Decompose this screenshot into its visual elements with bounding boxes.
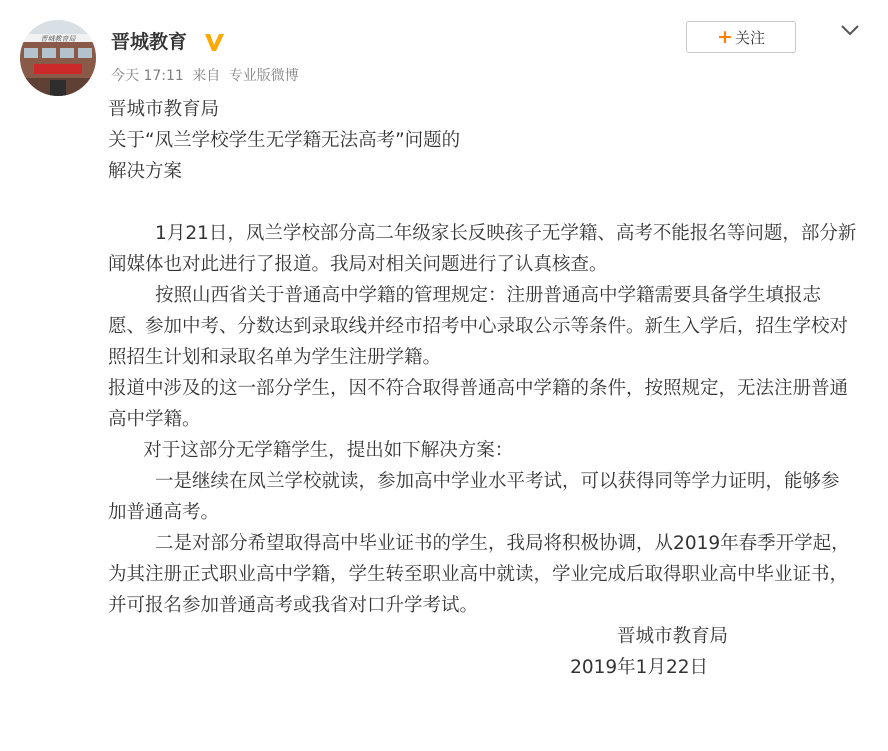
post-source[interactable]: 专业版微博 (228, 68, 299, 84)
paragraph: 一是继续在凤兰学校就读，参加高中学业水平考试，可以获得同等学力证明，能够参加普通高考。 (108, 471, 840, 523)
signature: 晋城市教育局 (616, 626, 728, 647)
verified-v-icon (202, 30, 226, 54)
spacer (108, 187, 858, 218)
signature-date: 2019年1月22日 (570, 657, 708, 678)
paragraph: 对于这部分无学籍学生，提出如下解决方案： (108, 440, 514, 461)
post-meta (111, 66, 303, 86)
follow-button[interactable] (686, 21, 796, 53)
paragraph: 按照山西省关于普通高中学籍的管理规定：注册普通高中学籍需要具备学生填报志愿、参加中考、分数达到录取线并经市招考中心录取公示等条件。新生入学后，招生学校对照招生计划和录取名单为学生注册学籍。 (108, 285, 849, 368)
post-body (108, 94, 858, 683)
avatar-signboard-text: 晋城教育局 (40, 35, 76, 43)
paragraph: 1月21日，凤兰学校部分高二年级家长反映孩子无学籍、高考不能报名等问题，部分新闻媒体也对此进行了报道。我局对相关问题进行了认真核查。 (108, 223, 857, 275)
post-time[interactable]: 今天 17:11 (111, 68, 184, 84)
avatar[interactable] (20, 20, 96, 96)
source-prefix: 来自 (192, 68, 221, 84)
plus-icon: + (717, 25, 733, 48)
follow-label: 关注 (734, 28, 765, 47)
paragraph: 报道中涉及的这一部分学生，因不符合取得普通高中学籍的条件，按照规定，无法注册普通高中学籍。 (108, 378, 849, 430)
chevron-down-icon[interactable] (838, 20, 862, 40)
title-line: 关于“凤兰学校学生无学籍无法高考”问题的 (108, 130, 461, 151)
title-line: 晋城市教育局 (108, 99, 220, 120)
username[interactable]: 晋城教育 (111, 31, 188, 53)
paragraph: 二是对部分希望取得高中毕业证书的学生，我局将积极协调，从2019年春季开学起，为其注册正式职业高中学籍，学生转至职业高中就读，学业完成后取得职业高中毕业证书，并可报名参加普通高考或我省对口升学考试。 (108, 533, 850, 616)
title-line: 解决方案 (108, 161, 183, 182)
